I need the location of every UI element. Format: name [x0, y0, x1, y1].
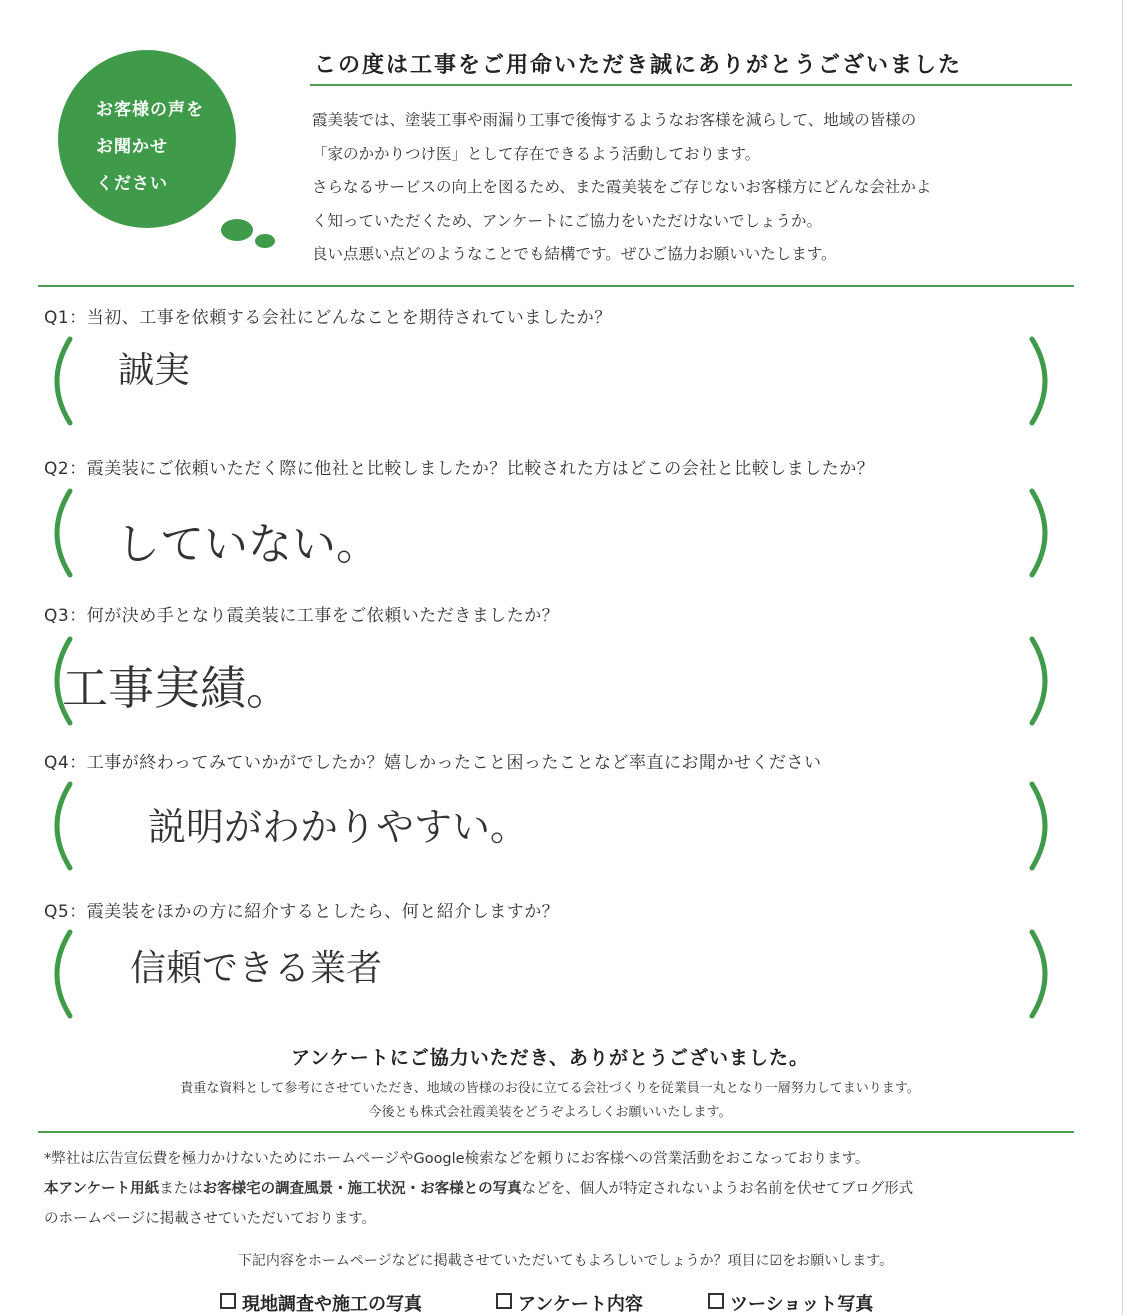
answer-q5: 信頼できる業者 — [130, 948, 383, 989]
bubble-line: お客様の声を — [96, 100, 204, 120]
right-bracket-icon — [1022, 335, 1062, 427]
thanks-line: 貴重な資料として参考にさせていただき、地域の皆様のお役に立てる会社づくりを従業員一丸となり一層努力してまいります。 — [180, 1081, 920, 1096]
right-bracket-icon — [1022, 635, 1062, 727]
notice-line — [44, 1177, 913, 1198]
section-divider — [38, 1131, 1074, 1133]
notice-bold: 本アンケート用紙 — [44, 1181, 160, 1197]
notice-text: または — [159, 1181, 203, 1197]
checkbox-icon[interactable] — [220, 1293, 236, 1309]
notice-bold: お客様宅の調査風景・施工状況・お客様との写真 — [202, 1181, 522, 1197]
checkbox-survey-content[interactable] — [496, 1290, 643, 1316]
bubble-tail-dot — [221, 219, 253, 241]
page-title: この度は工事をご用命いただき誠にありがとうございました — [314, 53, 963, 78]
notice-line: *弊社は広告宣伝費を極力かけないためにホームページやGoogle検索などを頼りにお客様への営業活動をおこなっております。 — [44, 1151, 870, 1167]
checkbox-label: アンケート内容 — [518, 1294, 643, 1315]
checkbox-icon[interactable] — [708, 1293, 724, 1309]
question-q4: Q4：工事が終わってみていかがでしたか？嬉しかったこと困ったことなど率直にお聞かせください — [44, 753, 822, 773]
left-bracket-icon — [40, 487, 80, 579]
title-underline — [310, 84, 1072, 86]
checkbox-label: 現地調査や施工の写真 — [242, 1294, 422, 1315]
scan-edge — [1122, 0, 1123, 1314]
checkbox-label: ツーショット写真 — [730, 1294, 874, 1315]
consent-question: 下記内容をホームページなどに掲載させていただいてもよろしいでしょうか？項目に☑をお願いします。 — [237, 1253, 894, 1269]
bubble-text — [96, 92, 204, 203]
question-q1: Q1：当初、工事を依頼する会社にどんなことを期待されていましたか？ — [44, 308, 612, 328]
intro-line: く知っていただくため、アンケートにご協力をいただけないでしょうか。 — [312, 211, 822, 230]
answer-q4: 説明がわかりやすい。 — [148, 805, 529, 849]
right-bracket-icon — [1022, 780, 1062, 872]
bubble-tail-dot — [255, 234, 275, 248]
checkbox-icon[interactable] — [496, 1293, 512, 1309]
thanks-line: 今後とも株式会社霞美装をどうぞよろしくお願いいたします。 — [368, 1105, 732, 1120]
question-q5: Q5：霞美装をほかの方に紹介するとしたら、何と紹介しますか？ — [44, 902, 560, 922]
left-bracket-icon — [40, 780, 80, 872]
bubble-line: ください — [96, 174, 168, 194]
right-bracket-icon — [1022, 928, 1062, 1020]
left-bracket-icon — [40, 335, 80, 427]
intro-line: さらなるサービスの向上を図るため、また霞美装をご存じないお客様方にどんな会社かよ — [312, 178, 932, 196]
intro-line: 霞美装では、塗装工事や雨漏り工事で後悔するようなお客様を減らして、地域の皆様の — [312, 111, 917, 129]
answer-q3: 工事実績。 — [62, 661, 292, 715]
notice-text: などを、個人が特定されないようお名前を伏せてブログ形式 — [521, 1181, 914, 1197]
checkbox-site-photos[interactable] — [220, 1290, 422, 1316]
question-q2: Q2：霞美装にご依頼いただく際に他社と比較しましたか？比較された方はどこの会社と比較しましたか？ — [44, 459, 875, 479]
checkbox-two-shot-photo[interactable] — [708, 1290, 873, 1316]
intro-text — [312, 104, 931, 272]
right-bracket-icon — [1022, 487, 1062, 579]
notice-line: のホームページに掲載させていただいております。 — [44, 1211, 377, 1227]
answer-q2: していない。 — [116, 519, 380, 570]
bubble-line: お聞かせ — [96, 137, 168, 157]
section-divider — [38, 285, 1074, 287]
intro-line: 「家のかかりつけ医」として存在できるよう活動しております。 — [312, 144, 761, 163]
thanks-title: アンケートにご協力いただき、ありがとうございました。 — [290, 1047, 810, 1069]
question-q3: Q3：何が決め手となり霞美装に工事をご依頼いただきましたか？ — [44, 606, 560, 626]
intro-line: 良い点悪い点どのようなことでも結構です。ぜひご協力お願いいたします。 — [312, 245, 837, 263]
left-bracket-icon — [40, 928, 80, 1020]
answer-q1: 誠実 — [118, 350, 191, 391]
